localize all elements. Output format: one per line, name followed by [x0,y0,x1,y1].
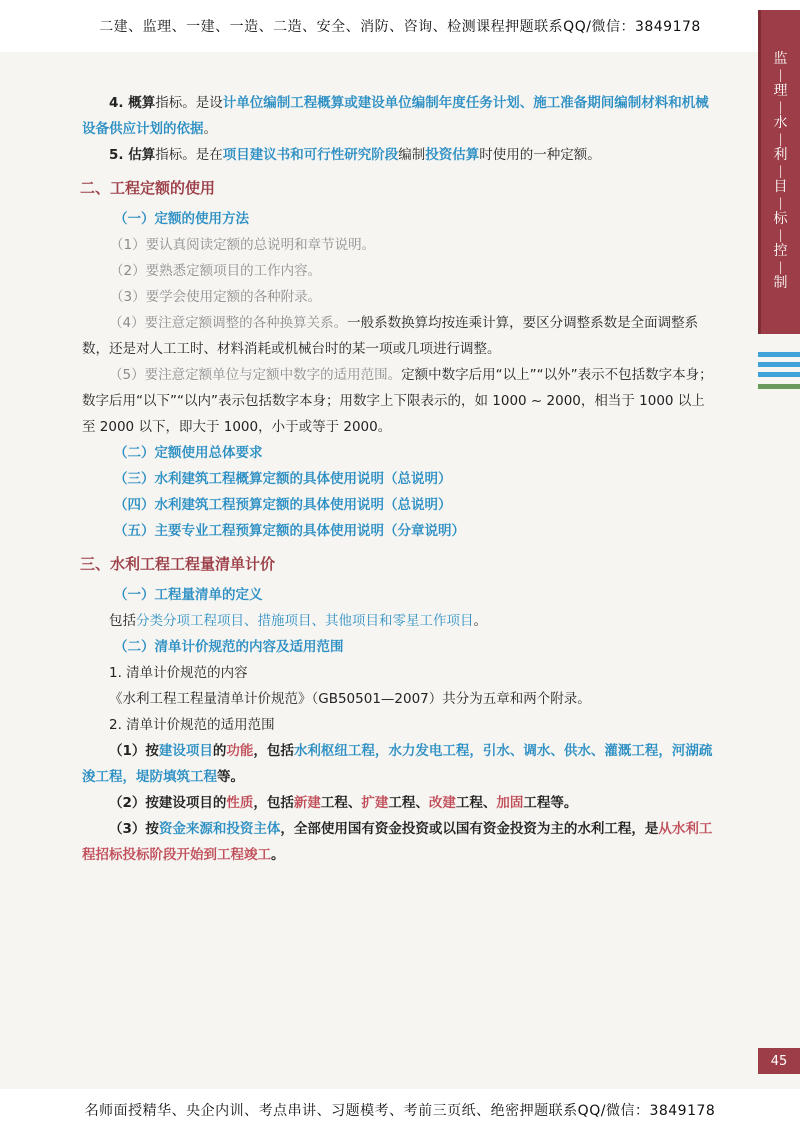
header-text: 二建、监理、一建、一造、二造、安全、消防、咨询、检测课程押题联系QQ/微信：3849178 [99,19,701,35]
paragraph-scope-function [82,738,718,790]
paragraph-scope-funding [82,816,718,868]
side-tab-char: 监 [773,51,788,67]
text-run: ，包括 [253,743,294,759]
list-item: （1）要认真阅读定额的总说明和章节说明。 [110,237,376,253]
text-run: （3）按 [109,821,159,837]
side-tab-char: 利 [773,147,788,163]
text-run: ，全部使用国有资金投资或以国有资金投资为主的水利工程，是 [280,821,659,837]
footer-text: 名师面授精华、央企内训、考点串讲、习题模考、考前三页纸、绝密押题联系QQ/微信：3849178 [84,1103,716,1119]
page-footer-banner [0,1089,800,1131]
paragraph: 1. 清单计价规范的内容 [109,665,248,681]
side-tab-char: 水 [773,115,788,131]
term-label: 4. 概算 [109,95,156,111]
section-heading: 二、工程定额的使用 [80,179,216,197]
highlight-text: 计单位编制工程概算或建设单位编制年度任务计划、施工准备期间编制材料和机械设备供应计划的依据 [82,95,709,137]
text-run: （5）要注意定额单位与定额中数字的适用范围。 [109,367,402,383]
list-item [82,310,718,362]
side-tab-separator: | [778,68,783,82]
paragraph-scope-nature [82,790,718,816]
highlight-text: 加固 [496,795,524,811]
decor-stripe-blue-1 [758,352,800,357]
side-tab-separator: | [778,132,783,146]
highlight-text: 建设项目 [158,743,213,759]
subsection-heading: （三）水利建筑工程概算定额的具体使用说明（总说明） [114,471,452,487]
text-run: ，包括 [253,795,294,811]
highlight-text: 从水利工程招标投标阶段开始到工程竣工 [82,821,713,863]
text-run: 等。 [217,769,244,785]
page-number: 45 [758,1048,800,1074]
text-run: 指标。是设 [155,95,223,111]
text-run: 。 [271,847,285,863]
page-header-banner [0,0,800,52]
paragraph-estimate-index [82,90,718,142]
highlight-text: 功能 [226,743,254,759]
side-tab-separator: | [778,260,783,274]
list-item: （2）要熟悉定额项目的工作内容。 [110,263,322,279]
highlight-text: 新建 [293,795,321,811]
highlight-text: 扩建 [361,795,389,811]
decor-stripe-green [758,384,800,389]
side-tab-char: 制 [773,275,788,291]
highlight-text: 改建 [428,795,456,811]
text-run: 定额中数字后用“以上”“以外”表示不包括数字本身；数字后用“以下”“以内”表示包括数字本身；用数字上下限表示的，如 1000 ~ 2000，相当于 1000 以上至 2000 以下，即大于 1000，小于或等于 2000。 [82,367,713,435]
list-item [82,362,718,440]
subsection-heading: （一）工程量清单的定义 [114,587,263,603]
highlight-text: 分类分项工程项目、措施项目、其他项目和零星工作项目 [136,613,474,629]
text-run: （4）要注意定额调整的各种换算关系。 [109,315,348,331]
side-tab-separator: | [778,196,783,210]
text-run: 工程、 [455,795,497,811]
side-tab-char: 控 [773,243,788,259]
side-tab-char: 理 [773,83,788,99]
text-run: （2）按建设项目的 [109,795,227,811]
subsection-heading: （二）清单计价规范的内容及适用范围 [114,639,344,655]
section-heading: 三、水利工程工程量清单计价 [80,555,276,573]
chapter-side-tab [758,10,800,334]
text-run: 工程、 [320,795,362,811]
paragraph: 《水利工程工程量清单计价规范》（GB50501—2007）共分为五章和两个附录。 [109,691,591,707]
highlight-text: 性质 [226,795,254,811]
text-run: 的 [212,743,227,759]
highlight-text: 项目建议书和可行性研究阶段 [222,147,399,163]
page-body [82,90,718,868]
subsection-heading: （二）定额使用总体要求 [114,445,263,461]
text-run: 指标。是在 [155,147,223,163]
paragraph: 2. 清单计价规范的适用范围 [109,717,275,733]
side-tab-separator: | [778,100,783,114]
subsection-heading: （四）水利建筑工程预算定额的具体使用说明（总说明） [114,497,452,513]
decor-stripe-blue-2 [758,362,800,367]
paragraph-definition [82,608,718,634]
text-run: 工程等。 [523,795,578,811]
side-tab-separator: | [778,164,783,178]
text-run: 编制 [398,147,426,163]
side-tab-char: 目 [773,179,788,195]
subsection-heading: （五）主要专业工程预算定额的具体使用说明（分章说明） [114,523,465,539]
text-run: （1）按 [109,743,159,759]
text-run: 包括 [109,613,136,629]
text-run: 。 [203,121,217,137]
text-run: 工程、 [388,795,429,811]
text-run: 一般系数换算均按连乘计算，要区分调整系数是全面调整系数，还是对人工工时、材料消耗或机械台时的某一项或几项进行调整。 [82,315,699,357]
decor-stripe-blue-3 [758,372,800,377]
paragraph-valuation-index [82,142,718,168]
list-item: （3）要学会使用定额的各种附录。 [110,289,322,305]
highlight-text: 资金来源和投资主体 [158,821,281,837]
highlight-text: 水利枢纽工程，水力发电工程，引水、调水、供水、灌溉工程，河湖疏浚工程，堤防填筑工程 [82,743,713,785]
text-run: 时使用的一种定额。 [479,147,601,163]
subsection-heading: （一）定额的使用方法 [114,211,249,227]
term-label: 5. 估算 [109,147,156,163]
side-tab-char: 标 [773,211,788,227]
side-tab-separator: | [778,228,783,242]
text-run: 。 [473,613,487,629]
highlight-text: 投资估算 [425,147,480,163]
